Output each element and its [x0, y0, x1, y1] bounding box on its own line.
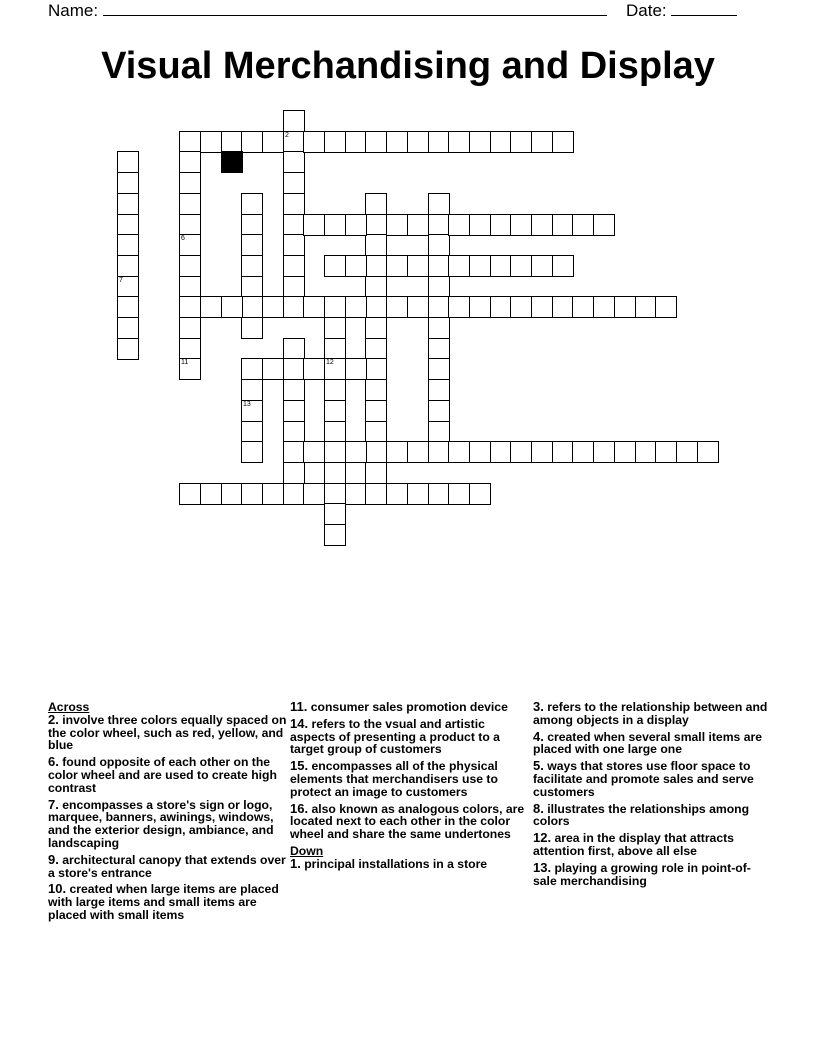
grid-cell[interactable]	[386, 296, 408, 318]
clue-across-15: 15. encompasses all of the physical elements that merchandisers use to protect an image to customers	[290, 758, 498, 799]
grid-cell[interactable]	[283, 483, 305, 505]
grid-cell[interactable]	[428, 358, 450, 380]
grid-cell[interactable]	[365, 338, 387, 360]
grid-cell[interactable]	[448, 131, 470, 153]
clue-number: 7	[119, 277, 123, 284]
grid-cell[interactable]	[179, 276, 201, 298]
grid-cell[interactable]	[448, 296, 470, 318]
grid-cell[interactable]	[490, 255, 512, 277]
grid-cell[interactable]	[241, 193, 263, 215]
grid-cell[interactable]	[365, 358, 387, 380]
grid-cell[interactable]	[386, 255, 408, 277]
grid-cell[interactable]	[345, 358, 367, 380]
clue-across-9: 9. architectural canopy that extends over a store's entrance	[48, 851, 286, 880]
grid-cell[interactable]	[614, 441, 636, 463]
grid-cell[interactable]	[179, 193, 201, 215]
grid-cell[interactable]	[117, 276, 139, 298]
clue-down-1: 1. principal installations in a store	[290, 855, 488, 871]
grid-cell[interactable]	[448, 483, 470, 505]
grid-cell[interactable]	[241, 421, 263, 443]
grid-cell[interactable]	[324, 524, 346, 546]
grid-cell[interactable]	[179, 214, 201, 236]
grid-cell[interactable]	[324, 214, 346, 236]
grid-cell[interactable]	[428, 296, 450, 318]
page-title: Visual Merchandising and Display	[101, 45, 715, 87]
clue-down-3: 3. refers to the relationship between and among objects in a display	[533, 699, 768, 727]
grid-cell[interactable]	[510, 441, 532, 463]
grid-cell[interactable]	[365, 462, 387, 484]
grid-cell[interactable]	[572, 441, 594, 463]
clue-across-11: 11. consumer sales promotion device	[290, 699, 508, 714]
grid-cell[interactable]	[283, 234, 305, 256]
grid-cell[interactable]	[324, 379, 346, 401]
grid-cell[interactable]	[283, 151, 305, 173]
grid-cell[interactable]	[428, 338, 450, 360]
grid-cell[interactable]	[428, 214, 450, 236]
clue-across-16: 16. also known as analogous colors, are located next to each other in the color wheel and share the same undertones	[290, 800, 525, 842]
grid-cell[interactable]	[179, 296, 201, 318]
grid-cell[interactable]	[593, 441, 615, 463]
grid-cell[interactable]	[179, 317, 201, 339]
grid-cell[interactable]	[179, 358, 201, 380]
grid-cell[interactable]	[283, 400, 305, 422]
date-label: Date:	[626, 1, 667, 20]
grid-cell[interactable]	[572, 214, 594, 236]
clue-number: 2	[285, 132, 289, 139]
grid-cell[interactable]	[324, 255, 346, 277]
grid-cell[interactable]	[428, 441, 450, 463]
grid-cell[interactable]	[552, 296, 574, 318]
grid-cell[interactable]	[117, 151, 139, 173]
grid-cell[interactable]	[262, 131, 284, 153]
grid-cell[interactable]	[241, 214, 263, 236]
grid-cell[interactable]	[303, 441, 325, 463]
clue-column-2	[290, 701, 530, 875]
grid-cell[interactable]	[179, 255, 201, 277]
grid-cell[interactable]	[365, 400, 387, 422]
grid-cell[interactable]	[365, 255, 387, 277]
grid-cell[interactable]	[324, 296, 346, 318]
grid-cell[interactable]	[365, 317, 387, 339]
grid-cell[interactable]	[283, 338, 305, 360]
black-cell	[221, 151, 243, 173]
grid-cell[interactable]	[428, 255, 450, 277]
clue-across-14: 14. refers to the vsual and artistic aspects of presenting a product to a target group of customers	[290, 715, 500, 757]
grid-cell[interactable]	[283, 379, 305, 401]
grid-cell[interactable]	[117, 193, 139, 215]
clue-number: 11	[181, 359, 189, 366]
grid-cell[interactable]	[469, 441, 491, 463]
grid-cell[interactable]	[572, 296, 594, 318]
grid-cell[interactable]	[386, 214, 408, 236]
grid-cell[interactable]	[428, 193, 450, 215]
grid-cell[interactable]	[428, 421, 450, 443]
clue-number: 6	[181, 235, 185, 242]
grid-cell[interactable]	[531, 255, 553, 277]
grid-cell[interactable]	[407, 255, 429, 277]
grid-cell[interactable]	[593, 296, 615, 318]
grid-cell[interactable]	[469, 214, 491, 236]
grid-cell[interactable]	[324, 400, 346, 422]
grid-cell[interactable]	[303, 296, 325, 318]
grid-cell[interactable]	[386, 483, 408, 505]
grid-cell[interactable]	[365, 131, 387, 153]
down-heading: Down	[290, 843, 324, 858]
grid-cell[interactable]	[407, 214, 429, 236]
grid-cell[interactable]	[241, 483, 263, 505]
grid-cell[interactable]	[531, 131, 553, 153]
grid-cell[interactable]	[428, 379, 450, 401]
name-label: Name:	[48, 1, 99, 20]
clue-down-12: 12. area in the display that attracts attention first, above all else	[533, 830, 734, 858]
grid-cell[interactable]	[262, 296, 284, 318]
grid-cell[interactable]	[490, 441, 512, 463]
clue-column-1	[48, 701, 288, 926]
grid-cell[interactable]	[262, 483, 284, 505]
clue-down-13: 13. playing a growing role in point-of-sale merchandising	[533, 859, 751, 888]
clue-across-10: 10. created when large items are placed with large items and small items are placed with small items	[48, 881, 279, 922]
clue-number: 12	[326, 359, 334, 366]
grid-cell[interactable]	[490, 131, 512, 153]
grid-cell[interactable]	[117, 338, 139, 360]
grid-cell[interactable]	[241, 276, 263, 298]
grid-cell[interactable]	[365, 193, 387, 215]
grid-cell[interactable]	[200, 483, 222, 505]
grid-cell[interactable]	[697, 441, 719, 463]
grid-cell[interactable]	[510, 131, 532, 153]
grid-cell[interactable]	[552, 255, 574, 277]
grid-cell[interactable]	[386, 441, 408, 463]
grid-cell[interactable]	[676, 441, 698, 463]
clue-down-5: 5. ways that stores use floor space to facilitate and promote sales and serve customers	[533, 758, 754, 799]
grid-cell[interactable]	[655, 441, 677, 463]
grid-cell[interactable]	[283, 172, 305, 194]
grid-cell[interactable]	[324, 317, 346, 339]
grid-cell[interactable]	[510, 255, 532, 277]
grid-cell[interactable]	[345, 483, 367, 505]
grid-cell[interactable]	[365, 234, 387, 256]
grid-cell[interactable]	[283, 296, 305, 318]
grid-cell[interactable]	[655, 296, 677, 318]
grid-cell[interactable]	[221, 483, 243, 505]
grid-cell[interactable]	[614, 296, 636, 318]
grid-cell[interactable]	[117, 255, 139, 277]
clue-number: 13	[243, 401, 251, 408]
grid-cell[interactable]	[241, 379, 263, 401]
grid-cell[interactable]	[345, 255, 367, 277]
clue-across-2: 2. involve three colors equally spaced on the color wheel, such as red, yellow, and blue	[48, 711, 287, 753]
grid-cell[interactable]	[407, 441, 429, 463]
grid-cell[interactable]	[283, 110, 305, 132]
grid-cell[interactable]	[448, 214, 470, 236]
grid-cell[interactable]	[283, 276, 305, 298]
grid-cell[interactable]	[448, 441, 470, 463]
grid-cell[interactable]	[117, 214, 139, 236]
grid-cell[interactable]	[262, 358, 284, 380]
grid-cell[interactable]	[469, 296, 491, 318]
grid-cell[interactable]	[283, 441, 305, 463]
grid-cell[interactable]	[117, 172, 139, 194]
grid-cell[interactable]	[283, 131, 305, 153]
grid-cell[interactable]	[283, 255, 305, 277]
grid-cell[interactable]	[179, 483, 201, 505]
grid-cell[interactable]	[283, 358, 305, 380]
grid-cell[interactable]	[324, 441, 346, 463]
grid-cell[interactable]	[552, 131, 574, 153]
grid-cell[interactable]	[324, 462, 346, 484]
grid-cell[interactable]	[324, 421, 346, 443]
grid-cell[interactable]	[221, 296, 243, 318]
grid-cell[interactable]	[117, 234, 139, 256]
grid-cell[interactable]	[324, 358, 346, 380]
grid-cell[interactable]	[469, 131, 491, 153]
clue-down-4: 4. created when several small items are placed with one large one	[533, 728, 762, 757]
grid-cell[interactable]	[531, 214, 553, 236]
clue-column-3	[533, 701, 773, 891]
grid-cell[interactable]	[179, 151, 201, 173]
across-heading: Across	[48, 700, 90, 714]
grid-cell[interactable]	[428, 400, 450, 422]
grid-cell[interactable]	[531, 296, 553, 318]
grid-cell[interactable]	[448, 255, 470, 277]
grid-cell[interactable]	[179, 234, 201, 256]
grid-cell[interactable]	[241, 234, 263, 256]
grid-cell[interactable]	[241, 400, 263, 422]
grid-cell[interactable]	[490, 214, 512, 236]
grid-cell[interactable]	[593, 214, 615, 236]
grid-cell[interactable]	[179, 172, 201, 194]
grid-cell[interactable]	[531, 441, 553, 463]
grid-cell[interactable]	[324, 503, 346, 525]
grid-cell[interactable]	[283, 214, 305, 236]
grid-cell[interactable]	[635, 441, 657, 463]
clue-across-6: 6. found opposite of each other on the color wheel and are used to create high contrast	[48, 754, 277, 795]
grid-cell[interactable]	[241, 441, 263, 463]
grid-cell[interactable]	[428, 317, 450, 339]
grid-cell[interactable]	[510, 214, 532, 236]
grid-cell[interactable]	[469, 255, 491, 277]
grid-cell[interactable]	[324, 131, 346, 153]
grid-cell[interactable]	[345, 441, 367, 463]
grid-cell[interactable]	[200, 296, 222, 318]
grid-cell[interactable]	[365, 441, 387, 463]
grid-cell[interactable]	[428, 483, 450, 505]
grid-cell[interactable]	[241, 255, 263, 277]
grid-cell[interactable]	[490, 296, 512, 318]
grid-cell[interactable]	[365, 421, 387, 443]
grid-cell[interactable]	[428, 276, 450, 298]
grid-cell[interactable]	[200, 131, 222, 153]
grid-cell[interactable]	[552, 214, 574, 236]
grid-cell[interactable]	[179, 131, 201, 153]
grid-cell[interactable]	[303, 131, 325, 153]
grid-cell[interactable]	[345, 296, 367, 318]
grid-cell[interactable]	[324, 483, 346, 505]
grid-cell[interactable]	[221, 131, 243, 153]
grid-cell[interactable]	[428, 131, 450, 153]
clue-down-8: 8. illustrates the relationships among colors	[533, 800, 750, 829]
grid-cell[interactable]	[241, 317, 263, 339]
grid-cell[interactable]	[407, 131, 429, 153]
grid-cell[interactable]	[283, 462, 305, 484]
grid-cell[interactable]	[117, 317, 139, 339]
grid-cell[interactable]	[241, 131, 263, 153]
grid-cell[interactable]	[365, 214, 387, 236]
grid-cell[interactable]	[117, 296, 139, 318]
grid-cell[interactable]	[241, 296, 263, 318]
clue-across-7: 7. encompasses a store's sign or logo, marquee, banners, awinings, windows, and the exterior design, ambiance, and landscaping	[48, 796, 274, 850]
grid-cell[interactable]	[303, 483, 325, 505]
grid-cell[interactable]	[428, 234, 450, 256]
grid-cell[interactable]	[179, 338, 201, 360]
grid-cell[interactable]	[635, 296, 657, 318]
grid-cell[interactable]	[407, 296, 429, 318]
grid-cell[interactable]	[365, 483, 387, 505]
grid-cell[interactable]	[303, 214, 325, 236]
grid-cell[interactable]	[345, 131, 367, 153]
grid-cell[interactable]	[386, 131, 408, 153]
grid-cell[interactable]	[283, 421, 305, 443]
grid-cell[interactable]	[510, 296, 532, 318]
grid-cell[interactable]	[283, 193, 305, 215]
grid-cell[interactable]	[365, 379, 387, 401]
grid-cell[interactable]	[552, 441, 574, 463]
grid-cell[interactable]	[345, 214, 367, 236]
grid-cell[interactable]	[469, 483, 491, 505]
grid-cell[interactable]	[407, 483, 429, 505]
grid-cell[interactable]	[241, 358, 263, 380]
grid-cell[interactable]	[324, 338, 346, 360]
across-clues-a	[48, 711, 288, 922]
grid-cell[interactable]	[365, 276, 387, 298]
grid-cell[interactable]	[303, 358, 325, 380]
grid-cell[interactable]	[365, 296, 387, 318]
